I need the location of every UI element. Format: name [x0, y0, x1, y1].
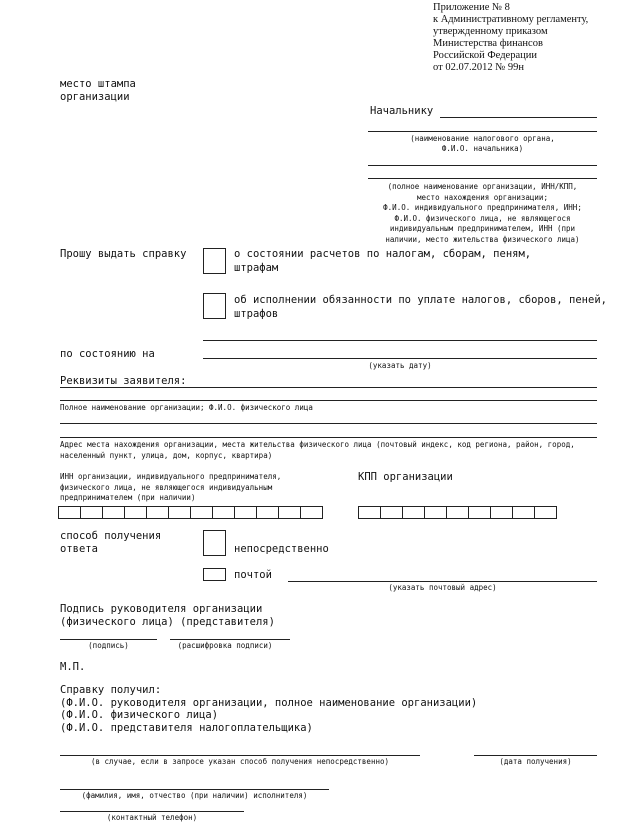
inn-cell[interactable]	[146, 506, 169, 519]
hint-line: место нахождения организации;	[417, 192, 548, 202]
received-by-field[interactable]	[60, 755, 420, 756]
kpp-cell[interactable]	[512, 506, 535, 519]
signature-decode-hint: (расшифровка подписи)	[177, 641, 273, 650]
appendix-header	[433, 2, 588, 74]
requisites-line-2[interactable]	[60, 400, 597, 401]
executor-hint: (фамилия, имя, отчество (при наличии) исполнителя)	[81, 791, 308, 800]
kpp-label: КПП организации	[358, 471, 453, 483]
received-label: Справку получил:	[60, 684, 162, 696]
stamp-place	[60, 78, 136, 104]
requisites-line-1[interactable]	[60, 387, 597, 388]
kpp-cell[interactable]	[534, 506, 557, 519]
appendix-line: к Административному регламенту,	[433, 14, 589, 25]
applicant-field-1[interactable]	[368, 165, 597, 166]
inn-label-line: предпринимателем (при наличии)	[60, 493, 196, 502]
delivery-label-line: ответа	[60, 543, 98, 555]
hint-line: индивидуальным предпринимателем, ИНН (при	[389, 224, 576, 233]
received-line: (Ф.И.О. руководителя организации, полное наименование организации)	[60, 696, 478, 709]
request-label: Прошу выдать справку	[60, 248, 187, 260]
appendix-line: утвержденному приказом	[433, 26, 548, 37]
phone-hint: (контактный телефон)	[106, 813, 198, 822]
full-name-label: Полное наименование организации; Ф.И.О. физического лица	[60, 403, 313, 412]
hint-line: Ф.И.О. физического лица, не являющегося	[394, 213, 571, 223]
request-extra-line[interactable]	[203, 340, 597, 341]
inn-cell[interactable]	[168, 506, 191, 519]
inn-cell[interactable]	[58, 506, 81, 519]
requisites-label: Реквизиты заявителя:	[60, 375, 187, 387]
stamp-mp: М.П.	[60, 661, 86, 673]
inn-cell[interactable]	[300, 506, 323, 519]
applicant-hint	[368, 182, 597, 245]
mail-address-hint: (указать почтовый адрес)	[388, 583, 497, 592]
received-line: (Ф.И.О. представителя налогоплательщика)	[60, 721, 313, 734]
inn-cell[interactable]	[212, 506, 235, 519]
kpp-cell[interactable]	[358, 506, 381, 519]
option-line: штрафам	[234, 262, 279, 274]
inn-cell[interactable]	[278, 506, 301, 519]
delivery-mail-checkbox[interactable]	[203, 568, 226, 581]
kpp-cell[interactable]	[380, 506, 403, 519]
delivery-mail-label: почтой	[234, 569, 272, 581]
appendix-line: Приложение № 8	[433, 2, 510, 13]
kpp-cell[interactable]	[490, 506, 513, 519]
executor-field[interactable]	[60, 789, 329, 790]
appendix-line: от 02.07.2012 № 99н	[433, 62, 524, 73]
signature-decode-field[interactable]	[170, 639, 290, 640]
signature-label	[60, 603, 275, 629]
inn-label	[60, 472, 281, 504]
received-line: (Ф.И.О. физического лица)	[60, 709, 219, 721]
received-date-field[interactable]	[474, 755, 597, 756]
signature-label-line: (физического лица) (представителя)	[60, 616, 275, 628]
chief-name-field-2[interactable]	[368, 131, 597, 132]
option-line: штрафов	[234, 308, 279, 320]
stamp-line: место штампа	[60, 78, 136, 90]
signature-hint: (подпись)	[88, 641, 129, 650]
option-balance-label	[234, 247, 531, 275]
mail-address-field[interactable]	[288, 581, 597, 582]
as-of-date-field[interactable]	[203, 358, 597, 359]
inn-label-line: физического лица, не являющегося индивидуальным	[60, 482, 273, 492]
phone-field[interactable]	[60, 811, 244, 812]
as-of-label: по состоянию на	[60, 348, 155, 360]
address-line-2[interactable]	[60, 437, 597, 438]
option-line: о состоянии расчетов по налогам, сборам, пеням,	[234, 248, 532, 260]
received-block	[60, 684, 477, 734]
chief-name-field[interactable]	[440, 117, 597, 118]
delivery-label-line: способ получения	[60, 530, 162, 542]
chief-label: Начальнику	[370, 105, 434, 117]
option-obligation-label	[234, 293, 607, 321]
signature-label-line: Подпись руководителя организации	[60, 603, 263, 615]
kpp-cell[interactable]	[424, 506, 447, 519]
hint-line: Ф.И.О. индивидуального предпринимателя, ИНН;	[383, 203, 582, 212]
appendix-line: Российской Федерации	[433, 50, 537, 61]
address-line-1[interactable]	[60, 423, 597, 424]
address-label: Адрес места нахождения организации, места жительства физического лица (почтовый индекс, код региона, район, город, населенный пункт, улица, дом, корпус, квартира)	[60, 440, 575, 460]
applicant-field-2[interactable]	[368, 178, 597, 179]
hint-line: Ф.И.О. начальника)	[441, 144, 524, 153]
kpp-cell[interactable]	[468, 506, 491, 519]
kpp-cell[interactable]	[402, 506, 425, 519]
delivery-label	[60, 530, 161, 556]
received-case-hint: (в случае, если в запросе указан способ получения непосредственно)	[90, 757, 389, 766]
stamp-line: организации	[60, 91, 130, 103]
inn-cell[interactable]	[102, 506, 125, 519]
appendix-line: Министерства финансов	[433, 38, 543, 49]
tax-organ-hint	[368, 134, 597, 154]
signature-field[interactable]	[60, 639, 157, 640]
inn-cell[interactable]	[124, 506, 147, 519]
option-line: об исполнении обязанности по уплате налогов, сборов, пеней,	[234, 294, 607, 306]
inn-cell[interactable]	[190, 506, 213, 519]
kpp-cells[interactable]	[358, 506, 557, 519]
option-balance-checkbox[interactable]	[203, 248, 226, 274]
received-date-hint: (дата получения)	[499, 757, 572, 766]
inn-cell[interactable]	[80, 506, 103, 519]
hint-line: (наименование налогового органа,	[410, 134, 555, 143]
inn-cell[interactable]	[234, 506, 257, 519]
inn-label-line: ИНН организации, индивидуального предпринимателя,	[60, 472, 282, 481]
option-obligation-checkbox[interactable]	[203, 293, 226, 319]
kpp-cell[interactable]	[446, 506, 469, 519]
hint-line: (полное наименование организации, ИНН/КПП,	[387, 182, 578, 191]
delivery-direct-checkbox[interactable]	[203, 530, 226, 556]
hint-line: наличии, место жительства физического лица)	[385, 234, 580, 244]
inn-cell[interactable]	[256, 506, 279, 519]
as-of-hint: (указать дату)	[368, 361, 432, 370]
inn-cells[interactable]	[58, 506, 323, 519]
delivery-direct-label: непосредственно	[234, 543, 329, 555]
